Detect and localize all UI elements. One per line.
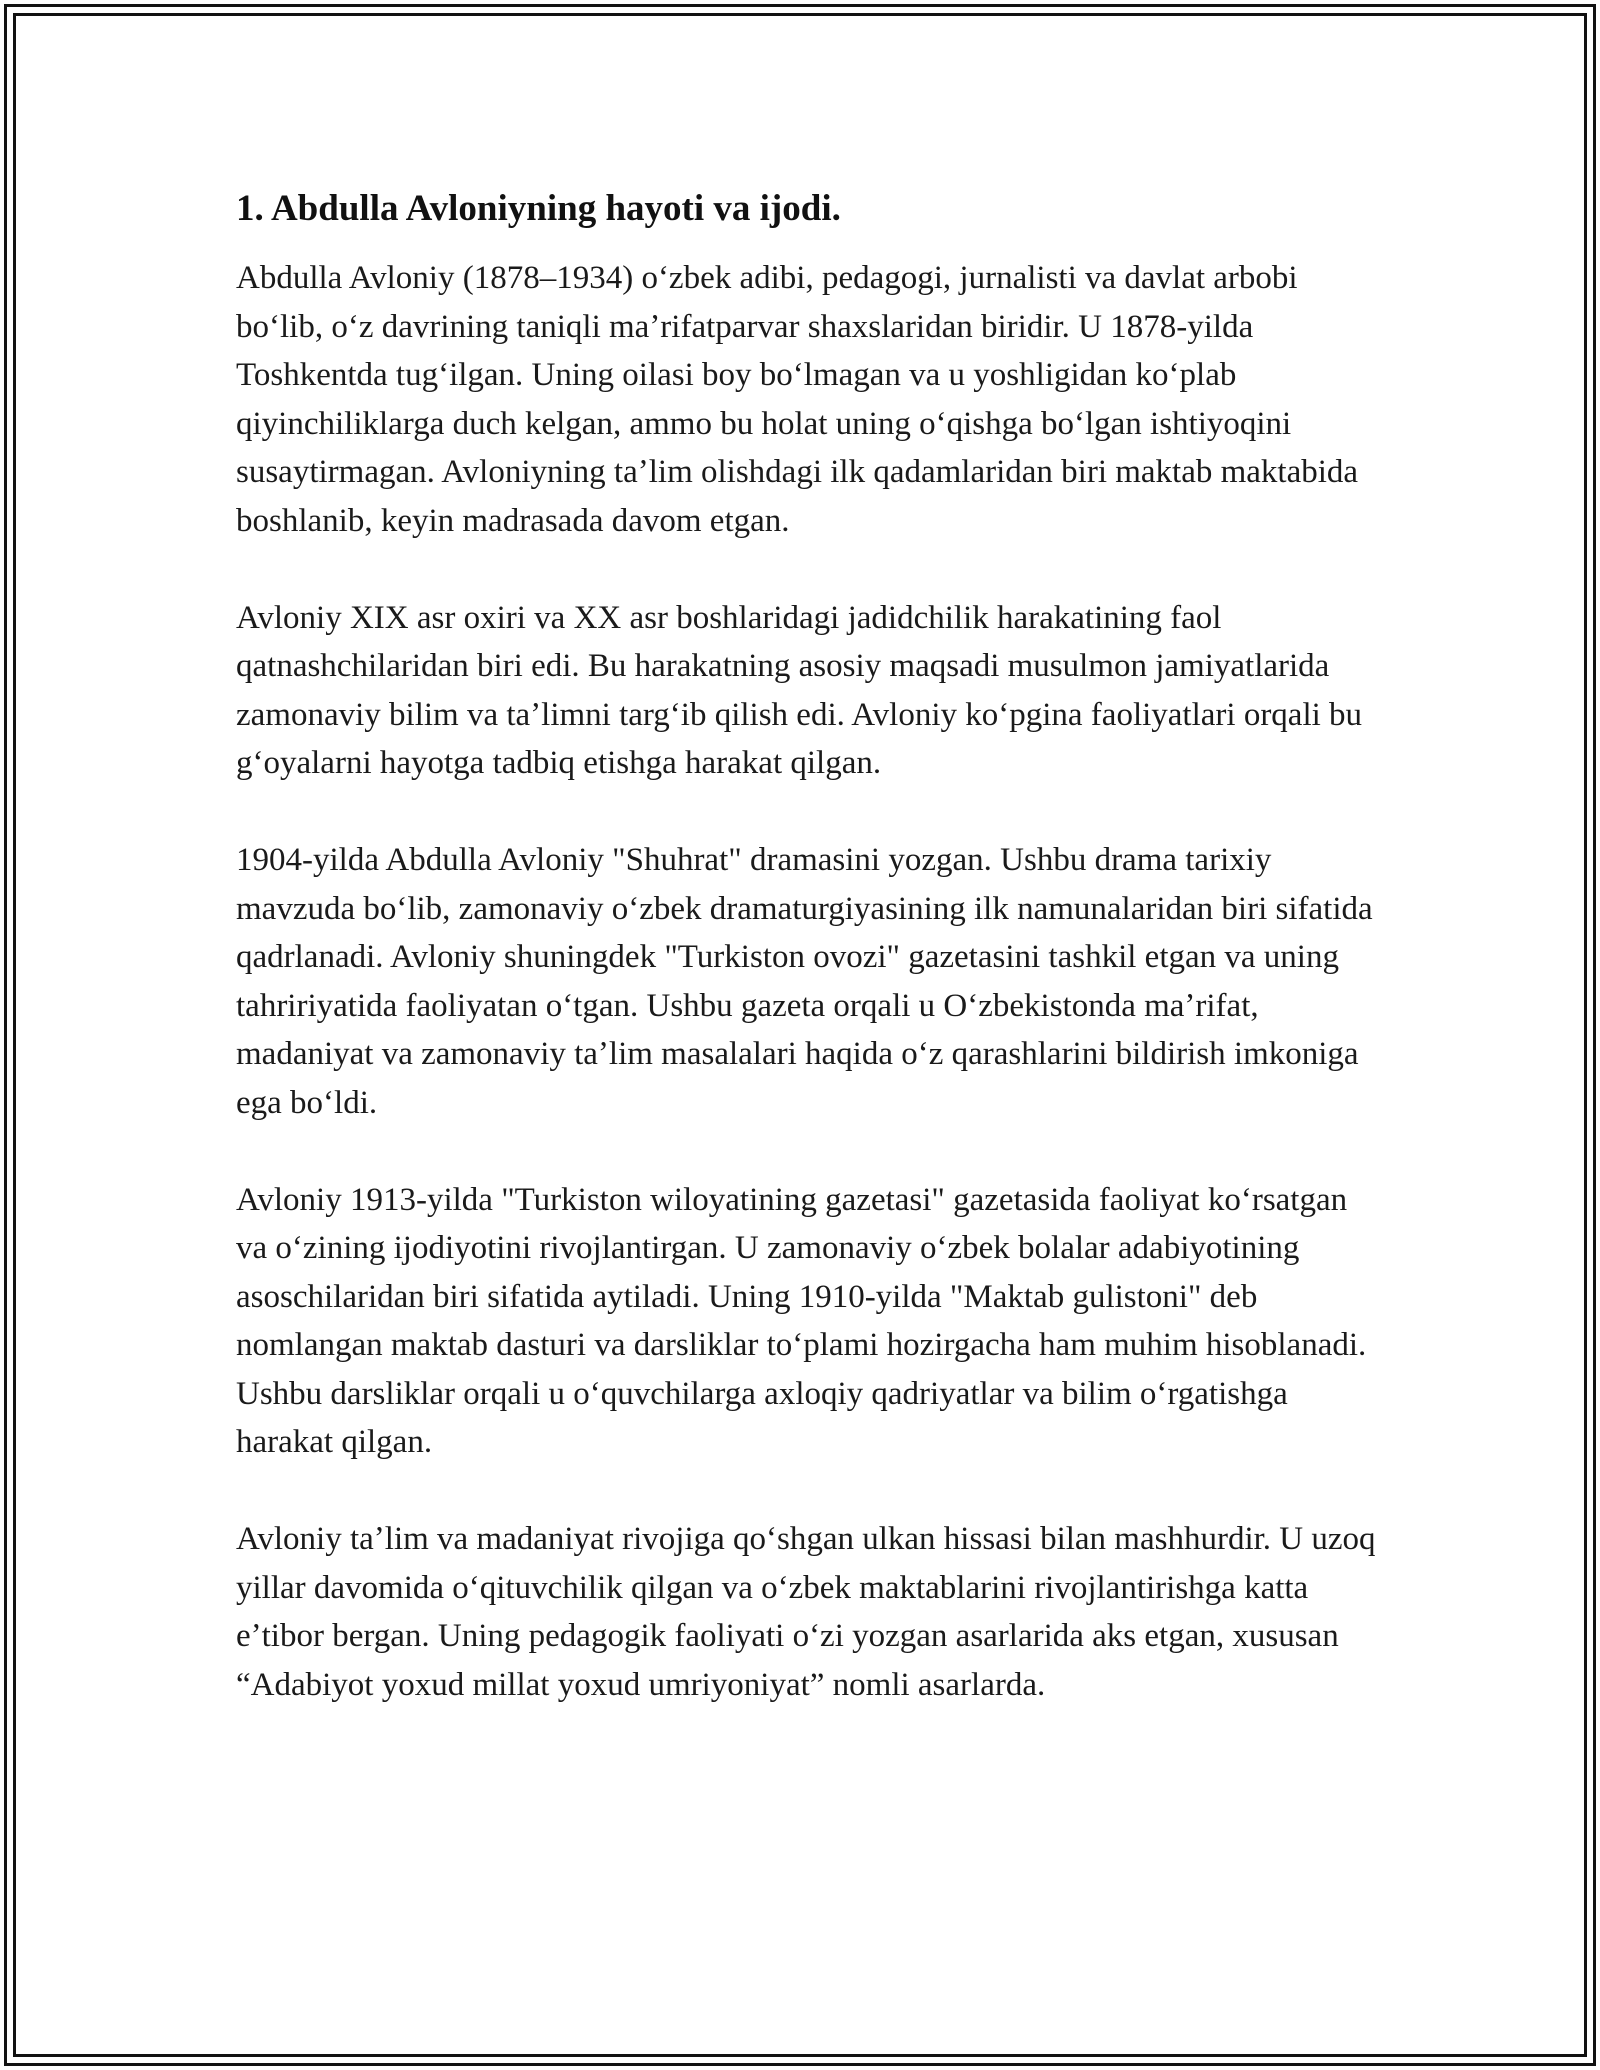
paragraph-biography: Abdulla Avloniy (1878–1934) oʻzbek adibi, pedagogi, jurnalisti va davlat arbobi boʻlib, oʻz davrining taniqli maʼrifatparvar shaxslaridan biridir. U 1878-yilda Toshkentda tugʻilgan. Uning oilasi boy boʻlmagan va u yoshligidan koʻplab qiyinchiliklarga duch kelgan, ammo bu holat uning oʻqishga boʻlgan ishtiyoqini susaytirmagan. Avloniyning taʼlim olishdagi ilk qadamlaridan biri maktab maktabida boshlanib, keyin madrasada davom etgan. <box>236 260 1359 539</box>
paragraph-education-legacy: Avloniy taʼlim va madaniyat rivojiga qoʻshgan ulkan hissasi bilan mashhurdir. U uzoq yillar davomida oʻqituvchilik qilgan va oʻzbek maktablarini rivojlantirishga katta eʼtibor bergan. Uning pedagogik faoliyati oʻzi yozgan asarlarida aks etgan, xususan “Adabiyot yoxud millat yoxud umriyoniyat” nomli asarlarda. <box>236 1521 1376 1703</box>
document-body <box>236 186 1386 1709</box>
paragraph-shuhrat-drama: 1904-yilda Abdulla Avloniy "Shuhrat" dramasini yozgan. Ushbu drama tarixiy mavzuda boʻlib, zamonaviy oʻzbek dramaturgiyasining ilk namunalaridan biri sifatida qadrlanadi. Avloniy shuningdek "Turkiston ovozi" gazetasini tashkil etgan va uning tahririyatida faoliyatan oʻtgan. Ushbu gazeta orqali u Oʻzbekistonda maʼrifat, madaniyat va zamonaviy taʼlim masalalari haqida oʻz qarashlarini bildirish imkoniga ega boʻldi. <box>236 842 1373 1121</box>
paragraph-newspaper-work: Avloniy 1913-yilda "Turkiston wiloyatining gazetasi" gazetasida faoliyat koʻrsatgan va oʻzining ijodiyotini rivojlantirgan. U zamonaviy oʻzbek bolalar adabiyotining asoschilaridan biri sifatida aytiladi. Uning 1910-yilda "Maktab gulistoni" deb nomlangan maktab dasturi va darsliklar toʻplami hozirgacha ham muhim hisoblanadi. Ushbu darsliklar orqali u oʻquvchilarga axloqiy qadriyatlar va bilim oʻrgatishga harakat qilgan. <box>236 1181 1367 1460</box>
paragraph-jadid-movement: Avloniy XIX asr oxiri va XX asr boshlaridagi jadidchilik harakatining faol qatnashchilaridan biri edi. Bu harakatning asosiy maqsadi musulmon jamiyatlarida zamonaviy bilim va taʼlimni targʻib qilish edi. Avloniy koʻpgina faoliyatlari orqali bu gʻoyalarni hayotga tadbiq etishga harakat qilgan. <box>236 599 1363 781</box>
section-heading: 1. Abdulla Avloniyning hayoti va ijodi. <box>236 188 841 229</box>
